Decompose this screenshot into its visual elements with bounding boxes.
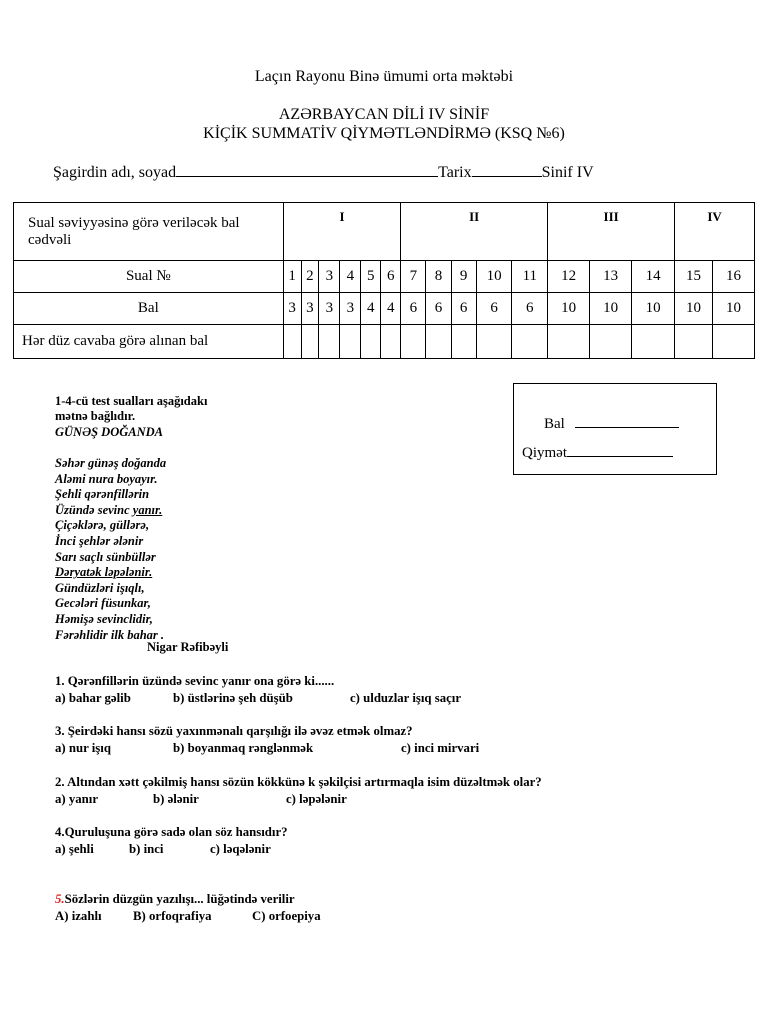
subject-title: AZƏRBAYCAN DİLİ IV SİNİF: [278, 106, 490, 123]
poem-author: Nigar Rəfibəyli: [147, 640, 229, 654]
poem-line: Gecələri füsunkar,: [55, 596, 151, 611]
question-points: 3: [340, 293, 361, 325]
question-text: 1. Qərənfillərin üzündə sevinc yanır ona görə ki......: [55, 674, 335, 688]
earned-points-cell[interactable]: [590, 325, 632, 359]
score-label: Bal: [544, 416, 565, 432]
question-options: [55, 841, 288, 858]
level-iv: IV: [675, 203, 755, 261]
earned-points-cell[interactable]: [675, 325, 713, 359]
question-number-red: 5.: [55, 892, 65, 906]
class-label: Sinif IV: [541, 164, 594, 181]
intro-line: 1-4-cü test sualları aşağıdakı: [55, 394, 208, 408]
student-info-line: [53, 162, 594, 182]
question-text: 4.Quruluşuna görə sadə olan söz hansıdır?: [55, 825, 288, 839]
question-number: 12: [548, 261, 590, 293]
earned-points-label: Hər düz cavaba görə alınan bal: [14, 325, 284, 359]
option[interactable]: C) orfoepiya: [252, 909, 321, 923]
question-number: 1: [283, 261, 301, 293]
option[interactable]: c) ləpələnir: [286, 792, 347, 806]
poem-body: [55, 456, 166, 643]
question-points: 6: [476, 293, 512, 325]
question-number-label: Sual №: [14, 261, 284, 293]
question-number: 4: [340, 261, 361, 293]
question-points: 10: [675, 293, 713, 325]
question-points: 6: [512, 293, 548, 325]
option[interactable]: a) yanır: [55, 792, 99, 806]
grade-field[interactable]: [567, 456, 673, 457]
option[interactable]: b) boyanmaq rənglənmək: [173, 741, 314, 755]
level-ii: II: [401, 203, 548, 261]
poem-line: Aləmi nura boyayır.: [55, 471, 158, 486]
question-text: 3. Şeirdəki hansı sözü yaxınmənalı qarşılığı ilə əvəz etmək olmaz?: [55, 724, 413, 738]
poem-line: Şehli qərənfillərin: [55, 487, 150, 502]
question-number: 10: [476, 261, 512, 293]
question-text: 2. Altından xətt çəkilmiş hansı sözün kökkünə k şəkilçisi artırmaqla isim düzəltmək olar?: [55, 775, 542, 789]
poem-line: Çiçəklərə, güllərə,: [55, 518, 150, 533]
question-points: 3: [283, 293, 301, 325]
question-options: [55, 690, 461, 707]
question-options: [55, 791, 542, 808]
option[interactable]: c) inci mirvari: [401, 741, 480, 755]
earned-points-cell[interactable]: [512, 325, 548, 359]
earned-points-cell[interactable]: [340, 325, 361, 359]
question-points: 10: [548, 293, 590, 325]
option[interactable]: B) orfoqrafiya: [133, 909, 212, 923]
earned-points-cell[interactable]: [712, 325, 754, 359]
question-number: 3: [319, 261, 340, 293]
student-name-field[interactable]: [176, 162, 438, 177]
poem-line: Həmişə sevinclidir,: [55, 611, 153, 626]
question-number: 7: [401, 261, 426, 293]
intro-line: mətnə bağlıdır.: [55, 409, 136, 423]
earned-points-cell[interactable]: [319, 325, 340, 359]
earned-points-cell[interactable]: [301, 325, 319, 359]
option[interactable]: c) ulduzlar işıq saçır: [350, 691, 462, 705]
option[interactable]: c) ləqələnir: [210, 842, 271, 856]
date-field[interactable]: [472, 162, 542, 177]
question-number: 14: [632, 261, 675, 293]
reading-intro: [55, 394, 207, 424]
question-number: 16: [712, 261, 754, 293]
earned-points-cell[interactable]: [361, 325, 381, 359]
poem-line: Fərəhlidir ilk bahar .: [55, 627, 165, 642]
score-box: [513, 383, 717, 475]
question-points: 4: [381, 293, 401, 325]
poem-line: Gündüzləri işıqlı,: [55, 580, 145, 595]
question-points: 10: [590, 293, 632, 325]
question-text-row: [55, 891, 321, 908]
earned-points-cell[interactable]: [548, 325, 590, 359]
earned-points-cell[interactable]: [451, 325, 476, 359]
option[interactable]: a) şehli: [55, 842, 94, 856]
level-i: I: [283, 203, 401, 261]
earned-points-cell[interactable]: [401, 325, 426, 359]
earned-points-cell[interactable]: [476, 325, 512, 359]
question-number: 15: [675, 261, 713, 293]
poem-line: İnci şehlər ələnir: [55, 533, 144, 548]
question-4: [55, 824, 288, 858]
question-options: [55, 908, 321, 925]
option[interactable]: b) üstlərinə şeh düşüb: [173, 691, 293, 705]
question-points: 6: [451, 293, 476, 325]
option[interactable]: A) izahlı: [55, 909, 102, 923]
underlined-word: yanır.: [132, 502, 163, 517]
points-label: Bal: [14, 293, 284, 325]
question-3: [55, 723, 479, 757]
earned-points-cell[interactable]: [381, 325, 401, 359]
question-number: 11: [512, 261, 548, 293]
grade-row: [522, 445, 673, 462]
option[interactable]: b) inci: [129, 842, 164, 856]
question-points: 6: [401, 293, 426, 325]
assessment-title: KİÇİK SUMMATİV QİYMƏTLƏNDİRMƏ (KSQ №6): [203, 125, 565, 142]
poem-line: Üzündə sevinc yanır.: [55, 502, 163, 517]
question-1: [55, 673, 461, 707]
question-points: 4: [361, 293, 381, 325]
option[interactable]: a) nur işıq: [55, 741, 111, 755]
poem-line: Səhər günəş doğanda: [55, 456, 167, 470]
question-options: [55, 740, 479, 757]
poem-line: Dəryatək ləpələnir.: [55, 565, 153, 580]
earned-points-cell[interactable]: [632, 325, 675, 359]
question-number: 9: [451, 261, 476, 293]
question-number: 5: [361, 261, 381, 293]
question-points: 10: [712, 293, 754, 325]
question-number: 6: [381, 261, 401, 293]
poem-line: Sarı saçlı sünbüllər: [55, 549, 156, 564]
question-points: 3: [301, 293, 319, 325]
question-2: [55, 774, 542, 808]
level-iii: III: [548, 203, 675, 261]
score-row: [544, 416, 679, 433]
grade-label: Qiymət: [522, 445, 567, 461]
student-name-label: Şagirdin adı, soyad: [53, 164, 177, 181]
question-points: 10: [632, 293, 675, 325]
question-points: 3: [319, 293, 340, 325]
question-number: 8: [426, 261, 451, 293]
option[interactable]: b) ələnir: [153, 792, 199, 806]
school-name: Laçın Rayonu Binə ümumi orta məktəbi: [254, 68, 514, 85]
earned-points-cell[interactable]: [426, 325, 451, 359]
question-number: 2: [301, 261, 319, 293]
date-label: Tarix: [438, 164, 472, 181]
question-text: Sözlərin düzgün yazılışı... lüğətində verilir: [64, 892, 295, 906]
question-number: 13: [590, 261, 632, 293]
option[interactable]: a) bahar gəlib: [55, 691, 131, 705]
question-points: 6: [426, 293, 451, 325]
score-field[interactable]: [575, 427, 679, 428]
grade-table: [13, 202, 755, 359]
question-5: [55, 891, 321, 925]
poem-title: GÜNƏŞ DOĞANDA: [55, 425, 163, 439]
earned-points-cell[interactable]: [283, 325, 301, 359]
grade-table-header-label: Sual səviyyəsinə görə veriləcək bal cədvəli: [14, 203, 284, 261]
